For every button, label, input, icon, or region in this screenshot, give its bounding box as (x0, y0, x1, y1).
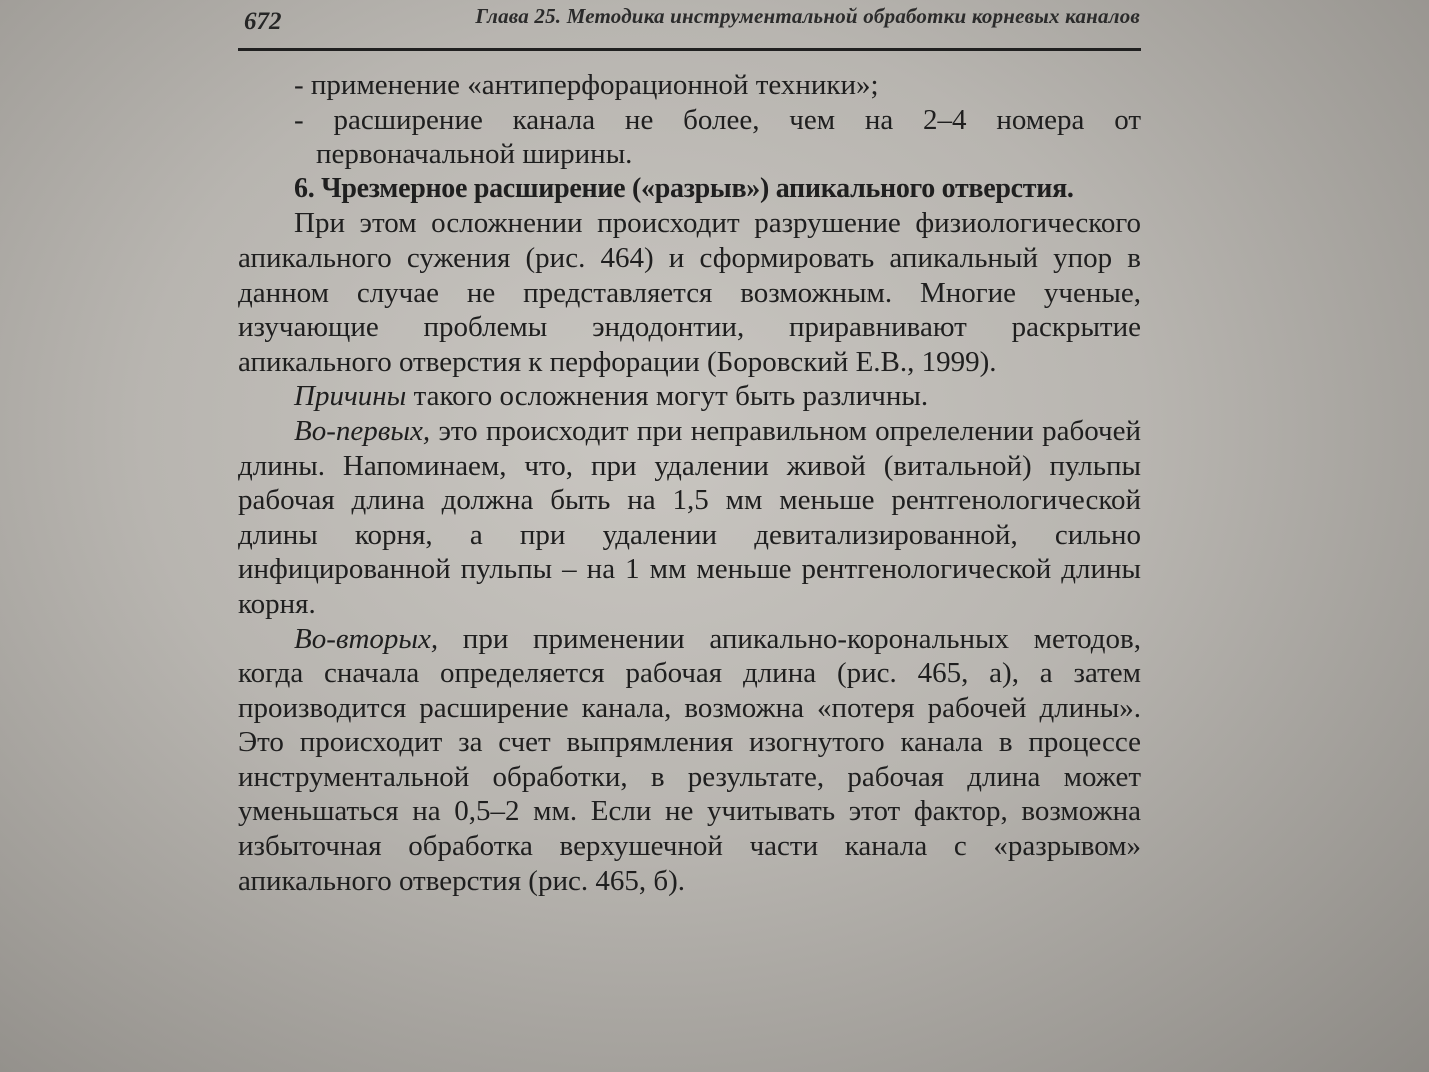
paragraph-3 (238, 414, 1141, 622)
italic-term: Во-первых, (294, 414, 431, 447)
list-item: - расширение канала не более, чем на 2–4 номера от первоначальной ширины. (294, 103, 1141, 171)
italic-term: Причины (294, 380, 407, 413)
paragraph-text: такого осложнения могут быть различны. (406, 380, 929, 413)
page-number: 672 (244, 8, 282, 35)
paragraph-2 (238, 379, 1141, 414)
paragraph-text: это происходит при неправильном опрелелении рабочей длины. Напоминаем, что, при удалении живой (витальной) пульпы рабочая длина должна быть на 1,5 мм меньше рентгенологической длины корня, а при удалении девитализированной, сильно инфицированной пульпы – на 1 мм меньше рентгенологической длины корня. (238, 414, 1141, 620)
page-body (238, 68, 1141, 898)
running-head: Глава 25. Методика инструментальной обработки корневых каналов (475, 4, 1140, 28)
page-header (238, 2, 1142, 46)
italic-term: Во-вторых, (294, 622, 439, 655)
paragraph-1: При этом осложнении происходит разрушение физиологического апикального сужения (рис. 464) и сформировать апикальный упор в данном случае не представляется возможным. Многие ученые, изучающие проблемы эндодонтии, приравнивают раскрытие апикального отверстия к перфорации (Боровский Е.В., 1999). (238, 207, 1141, 378)
paragraph-text: при применении апикально-корональных методов, когда сначала определяется рабочая длина (рис. 465, а), а затем производится расширение канала, возможна «потеря рабочей длины». Это происходит за счет выпрямления изогнутого канала в процессе инструментальной обработки, в результате, рабочая длина может уменьшаться на 0,5–2 мм. Если не учитывать этот фактор, возможна избыточная обработка верхушечной части канала с «разрывом» апикального отверстия (рис. 465, б). (238, 622, 1141, 897)
section-heading: 6. Чрезмерное расширение («разрыв») апикального отверстия. (294, 172, 1074, 204)
list-item: - применение «антиперфорационной техники»; (294, 69, 879, 101)
header-rule (238, 48, 1141, 51)
paragraph-4 (238, 622, 1141, 899)
